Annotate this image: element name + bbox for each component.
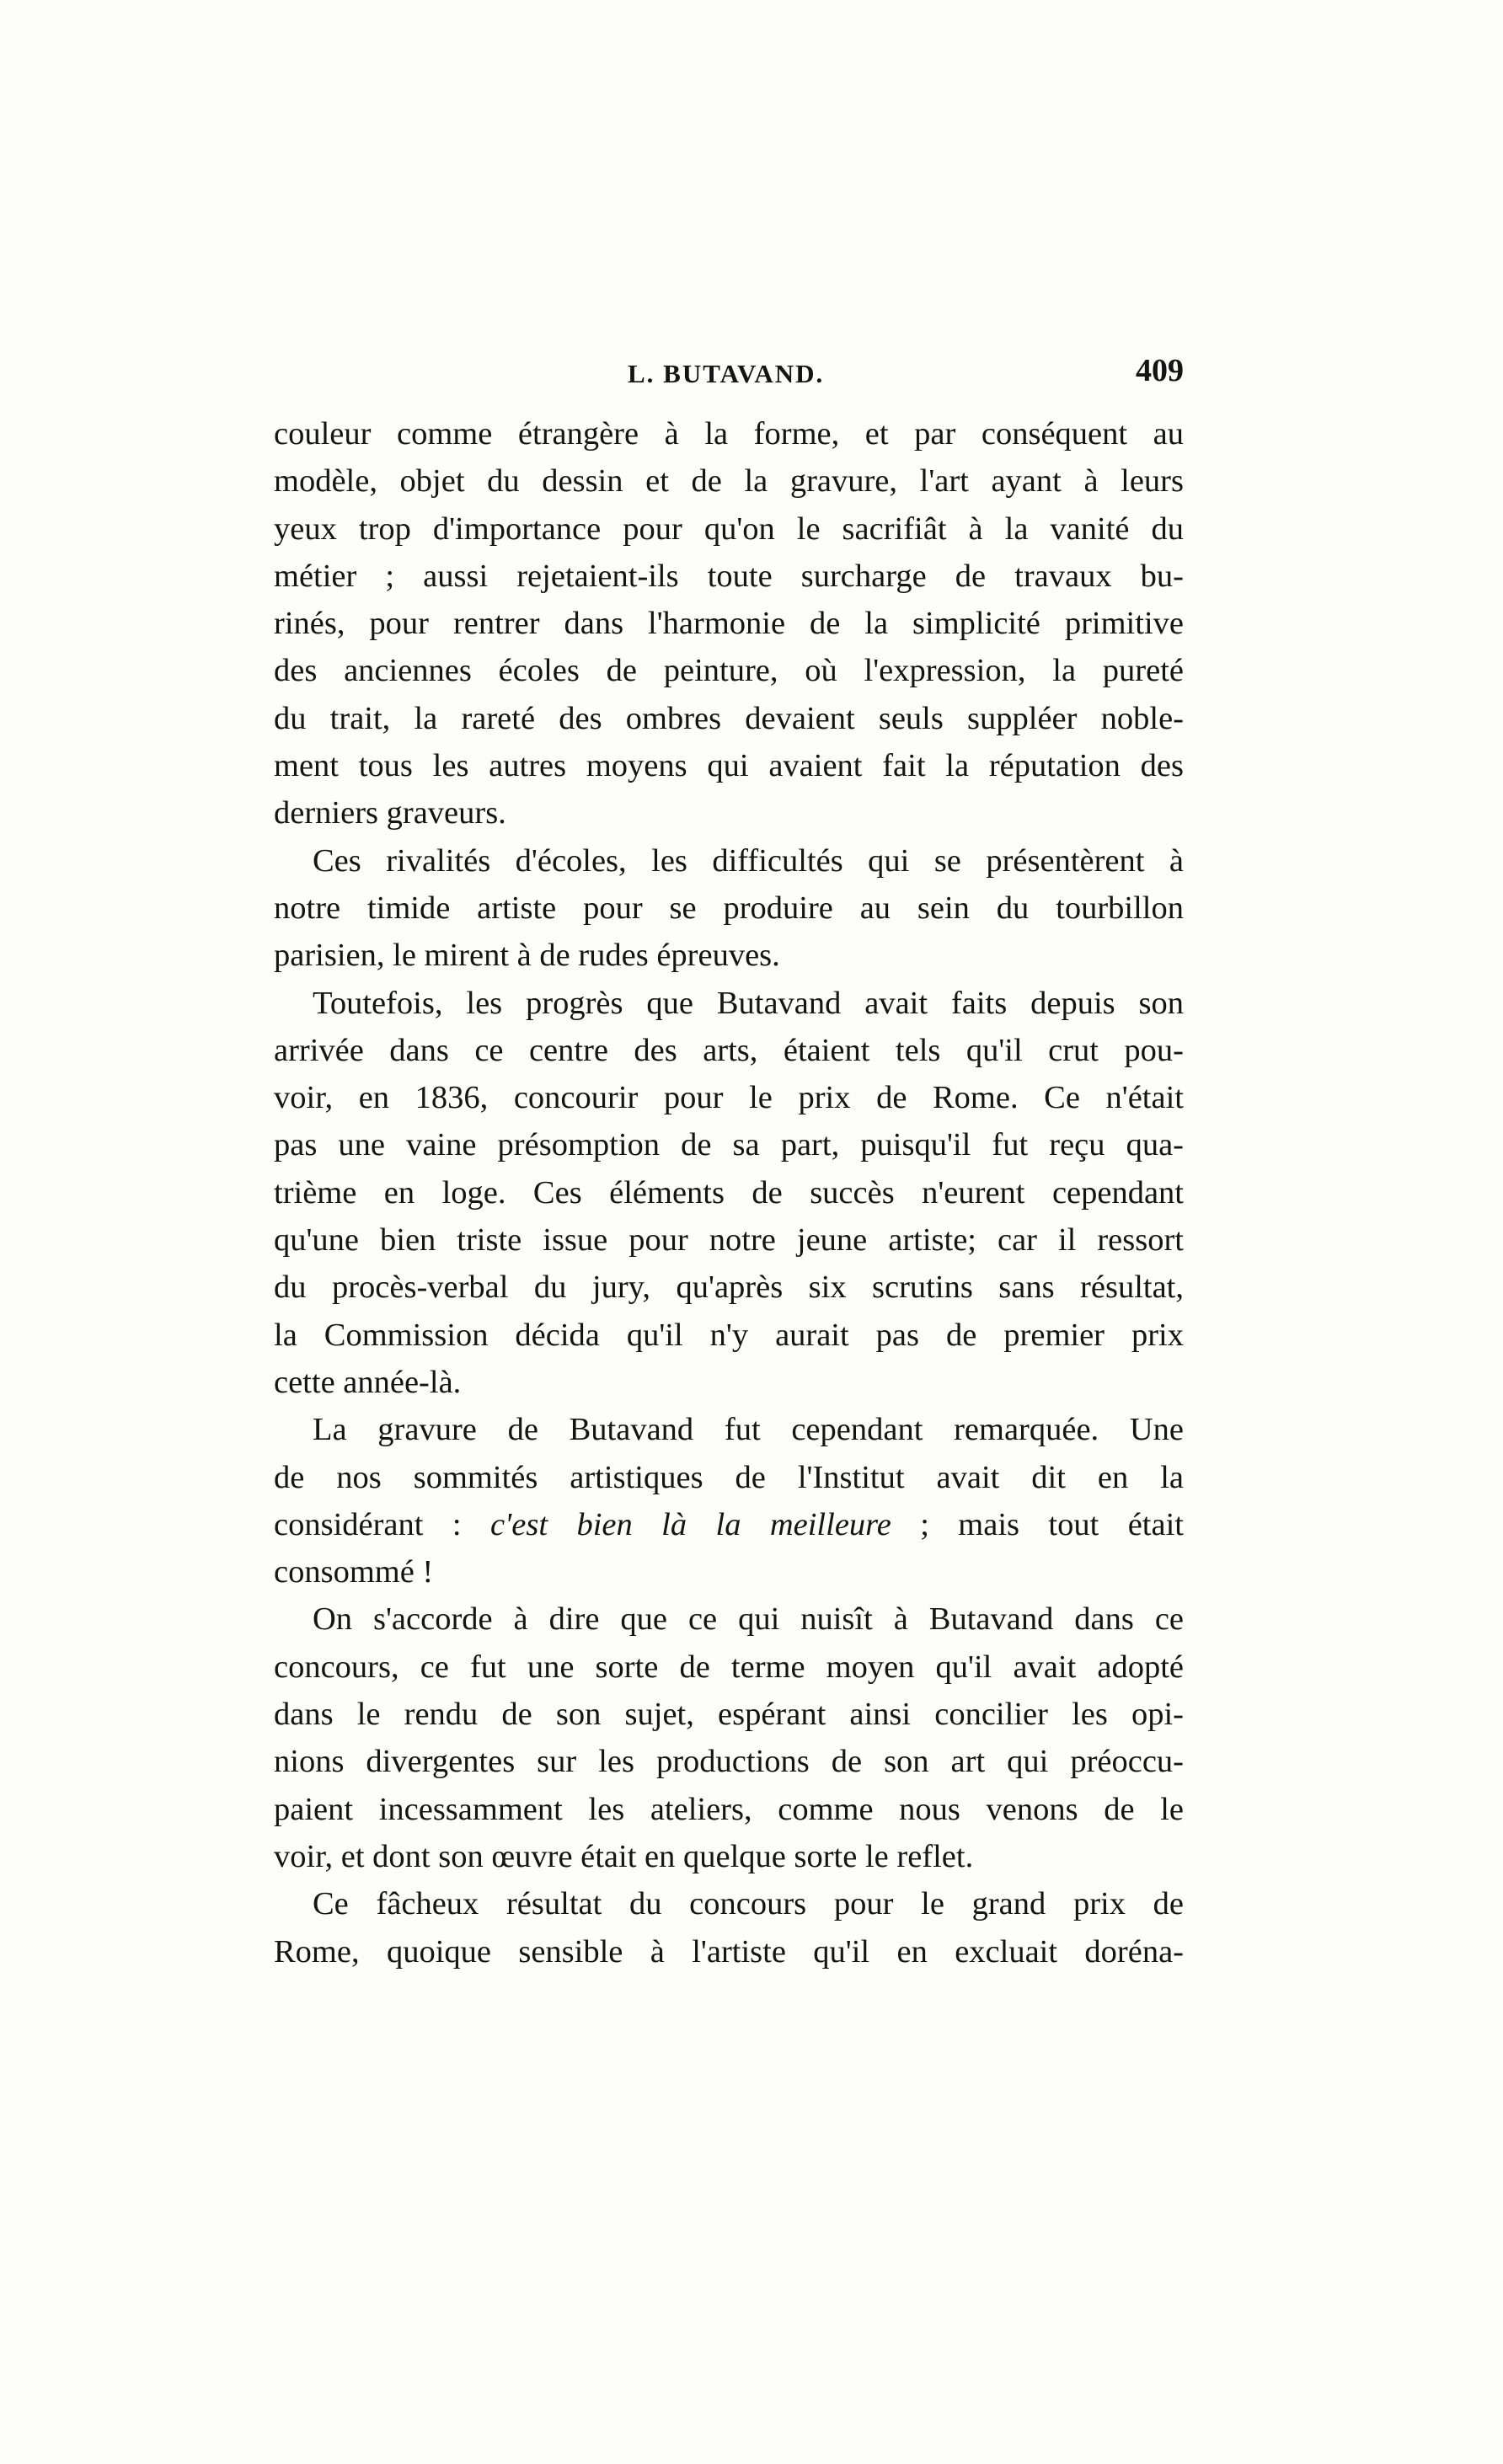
text-line: Ces rivalités d'écoles, les difficultés qui se présentèrent à	[313, 842, 1184, 879]
running-header	[274, 352, 1184, 394]
text-line: consommé !	[274, 1554, 434, 1590]
text-line: La gravure de Butavand fut cependant remarquée. Une	[313, 1412, 1184, 1448]
text-line: derniers graveurs.	[274, 795, 506, 831]
text-line: pas une vaine présomption de sa part, puisqu'il fut reçu qua-	[274, 1127, 1184, 1163]
paragraph	[274, 410, 1184, 837]
text-line: trième en loge. Ces éléments de succès n'eurent cependant	[274, 1174, 1184, 1211]
text-line: arrivée dans ce centre des arts, étaient tels qu'il crut pou-	[274, 1032, 1184, 1068]
text-line: Rome, quoique sensible à l'artiste qu'il en excluait doréna-	[274, 1933, 1184, 1970]
text-line: Toutefois, les progrès que Butavand avait faits depuis son	[313, 985, 1184, 1021]
text-line: voir, en 1836, concourir pour le prix de Rome. Ce n'était	[274, 1080, 1184, 1116]
text-line: On s'accorde à dire que ce qui nuisît à Butavand dans ce	[313, 1601, 1184, 1638]
text-segment: ; mais tout était	[891, 1506, 1184, 1542]
text-line: nions divergentes sur les productions de son art qui préoccu-	[274, 1744, 1184, 1780]
text-line: ment tous les autres moyens qui avaient fait la réputation des	[274, 748, 1184, 784]
text-line: concours, ce fut une sorte de terme moyen qu'il avait adopté	[274, 1649, 1184, 1685]
text-line: des anciennes écoles de peinture, où l'expression, la pureté	[274, 653, 1184, 689]
page-number: 409	[1136, 353, 1184, 388]
text-line: couleur comme étrangère à la forme, et par conséquent au	[274, 416, 1184, 452]
paragraph	[274, 1406, 1184, 1595]
text-line: Ce fâcheux résultat du concours pour le grand prix de	[313, 1886, 1184, 1922]
text-line: notre timide artiste pour se produire au sein du tourbillon	[274, 890, 1184, 926]
text-line: yeux trop d'importance pour qu'on le sacrifiât à la vanité du	[274, 510, 1184, 547]
text-line: parisien, le mirent à de rudes épreuves.	[274, 938, 780, 974]
text-line: du procès-verbal du jury, qu'après six scrutins sans résultat,	[274, 1269, 1184, 1306]
body-text	[274, 410, 1184, 1975]
text-line: modèle, objet du dessin et de la gravure, l'art ayant à leurs	[274, 463, 1184, 500]
text-line: rinés, pour rentrer dans l'harmonie de la simplicité primitive	[274, 606, 1184, 642]
text-segment: considérant :	[274, 1506, 490, 1542]
text-line: de nos sommités artistiques de l'Institut avait dit en la	[274, 1459, 1184, 1495]
running-title: L. BUTAVAND.	[628, 359, 825, 388]
text-line: métier ; aussi rejetaient-ils toute surcharge de travaux bu-	[274, 558, 1184, 594]
text-line: du trait, la rareté des ombres devaient seuls suppléer noble-	[274, 700, 1184, 736]
paragraph	[274, 980, 1184, 1407]
text-line-with-quote	[274, 1501, 1184, 1548]
paragraph	[274, 1880, 1184, 1975]
text-line: qu'une bien triste issue pour notre jeune artiste; car il ressort	[274, 1222, 1184, 1259]
text-line: paient incessamment les ateliers, comme nous venons de le	[274, 1791, 1184, 1827]
text-line: dans le rendu de son sujet, espérant ainsi concilier les opi-	[274, 1697, 1184, 1733]
text-line: la Commission décida qu'il n'y aurait pas de premier prix	[274, 1317, 1184, 1353]
text-line: cette année-là.	[274, 1364, 462, 1400]
text-line: voir, et dont son œuvre était en quelque sorte le reflet.	[274, 1838, 974, 1874]
paragraph	[274, 837, 1184, 980]
paragraph	[274, 1595, 1184, 1880]
italic-quote: c'est bien là la meilleure	[489, 1506, 891, 1542]
